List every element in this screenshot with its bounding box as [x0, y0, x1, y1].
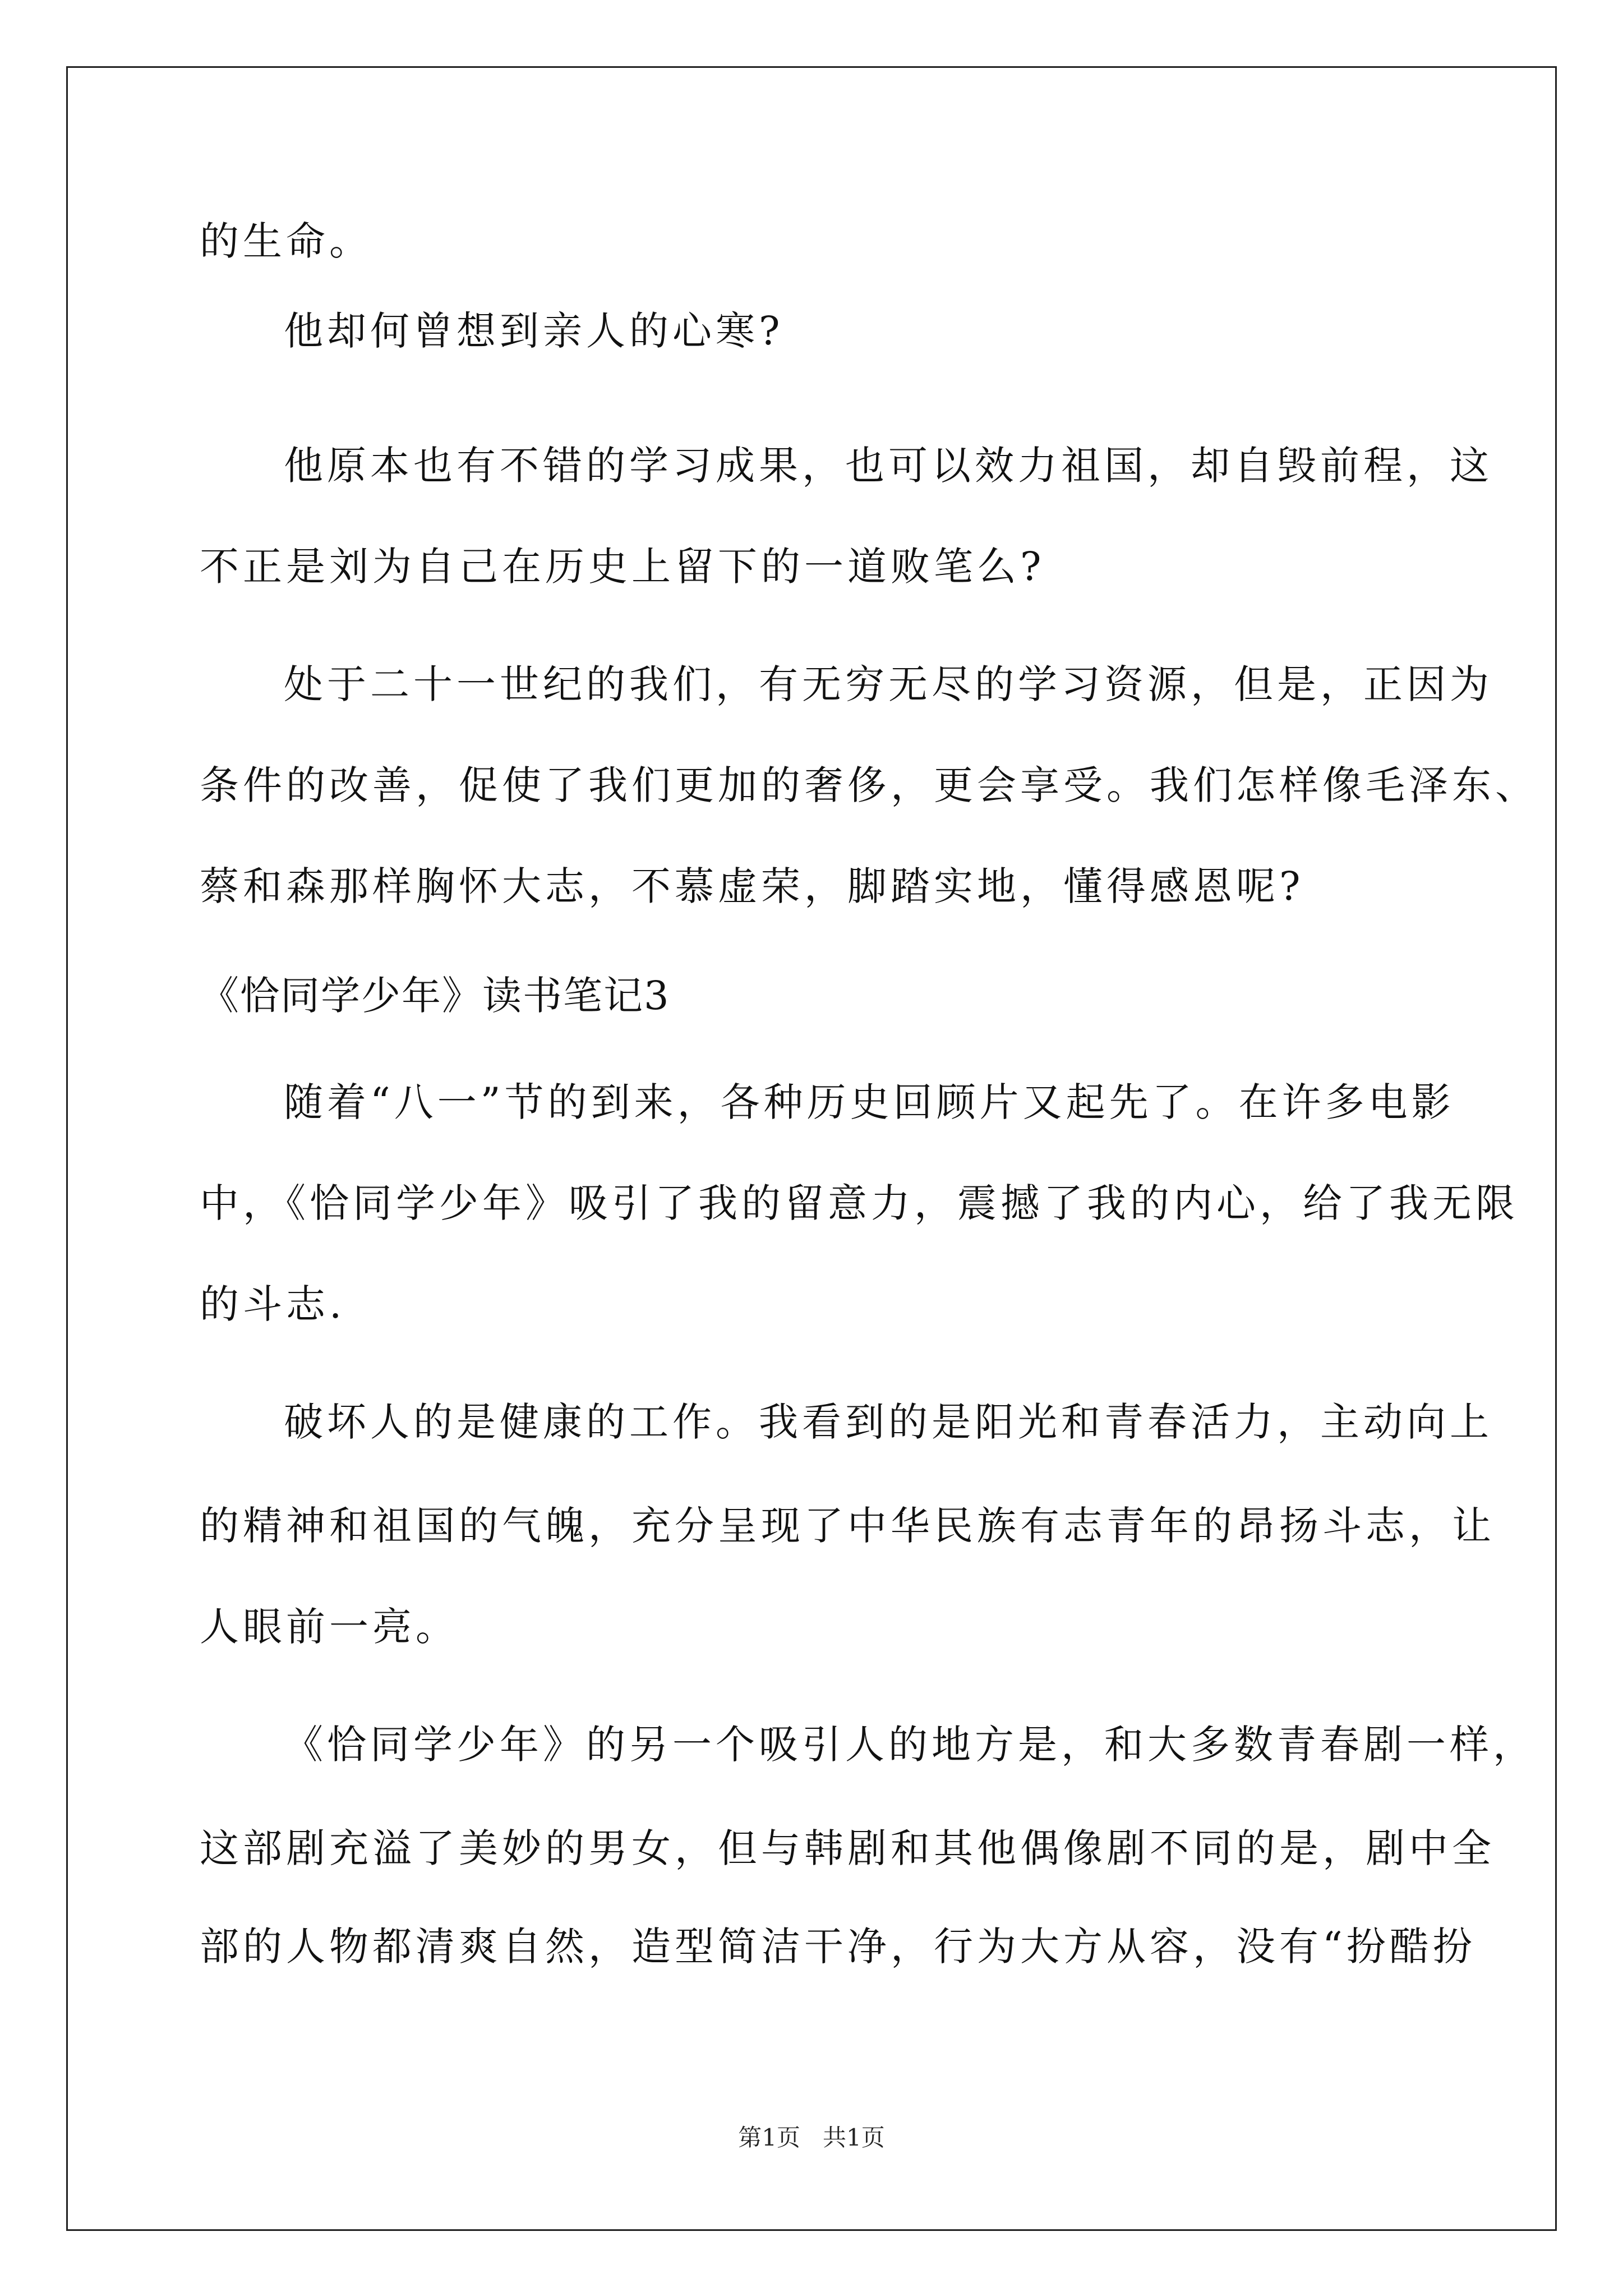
page-border [66, 66, 1557, 2231]
body-text-line: 他原本也有不错的学习成果，也可以效力祖国，却自毁前程，这 [284, 443, 1493, 489]
section-heading: 《恰同学少年》读书笔记3 [200, 973, 670, 1019]
body-text-line: 部的人物都清爽自然，造型简洁干净，行为大方从容，没有“扮酷扮 [200, 1924, 1476, 1970]
body-text-line: 不正是刘为自己在历史上留下的一道败笔么? [200, 544, 1045, 590]
body-text-line: 条件的改善，促使了我们更加的奢侈，更会享受。我们怎样像毛泽东、 [200, 762, 1538, 808]
body-text-line: 处于二十一世纪的我们，有无穷无尽的学习资源，但是，正因为 [284, 661, 1493, 707]
body-text-line: 人眼前一亮。 [200, 1604, 459, 1650]
body-text-line: 他却何曾想到亲人的心寒? [284, 308, 784, 354]
body-text-line: 中，《恰同学少年》吸引了我的留意力，震撼了我的内心，给了我无限 [200, 1180, 1519, 1226]
body-text-line: 随着“八一”节的到来，各种历史回顾片又起先了。在许多电影 [284, 1079, 1455, 1125]
body-text-line: 蔡和森那样胸怀大志，不慕虚荣，脚踏实地，懂得感恩呢? [200, 863, 1304, 909]
body-text-line: 的精神和祖国的气魄，充分呈现了中华民族有志青年的昂扬斗志，让 [200, 1503, 1495, 1549]
body-text-line: 的斗志. [200, 1281, 346, 1327]
body-text-line: 这部剧充溢了美妙的男女，但与韩剧和其他偶像剧不同的是，剧中全 [200, 1825, 1495, 1871]
body-text-line: 破坏人的是健康的工作。我看到的是阳光和青春活力，主动向上 [284, 1399, 1493, 1445]
page-number-footer: 第1页 共1页 [738, 2124, 885, 2151]
body-text-line: 的生命。 [200, 218, 372, 264]
body-text-line: 《恰同学少年》的另一个吸引人的地方是，和大多数青春剧一样， [284, 1722, 1536, 1768]
